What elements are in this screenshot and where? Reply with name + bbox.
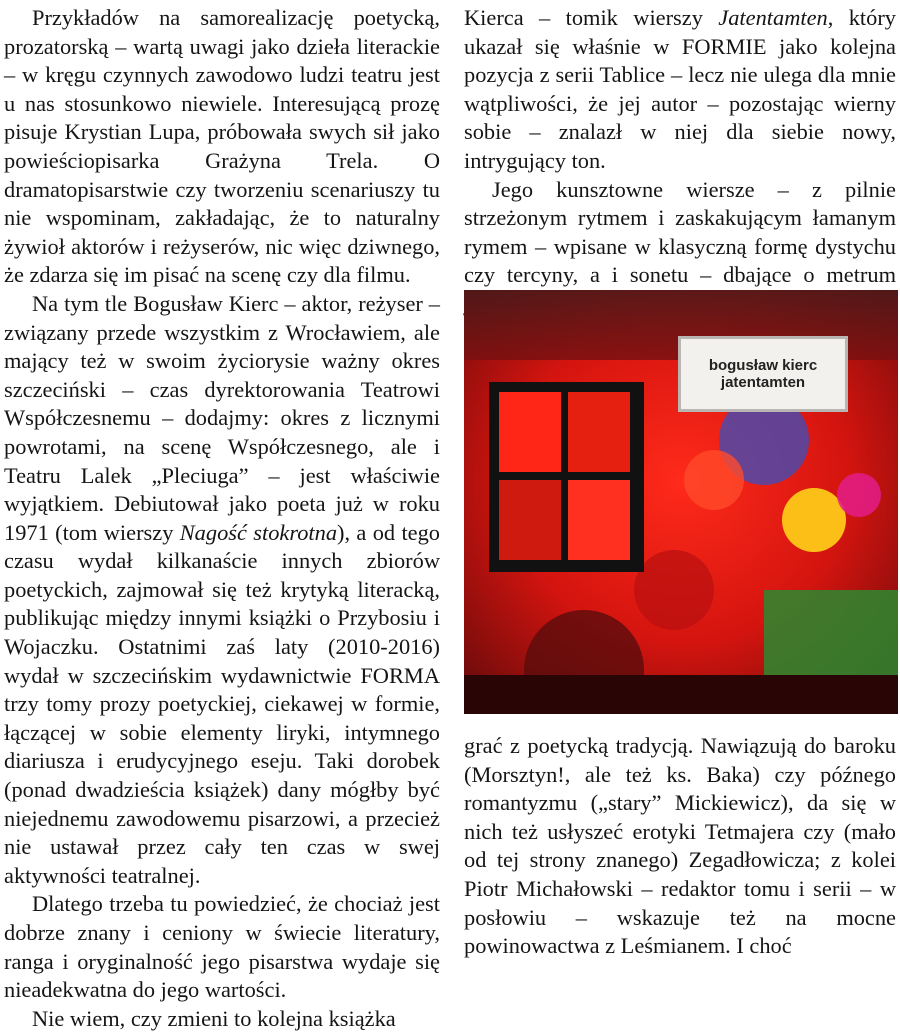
debut-book-title: Nagość stokrotna xyxy=(179,519,338,545)
continuation-part-1: Kierca – tomik wierszy xyxy=(464,5,719,30)
paragraph-continuation xyxy=(464,4,896,176)
cover-label xyxy=(678,336,848,412)
text-below-cover xyxy=(464,732,896,961)
book-title-italic: Jatentamten xyxy=(718,5,828,30)
paragraph-rank: Dlatego trzeba tu powiedzieć, że chociaż jest dobrze znany i ceniony w świecie literatury, ranga i oryginalność jego pisarstwa wydaje się nieadekwatna do jego wartości. xyxy=(4,891,440,1003)
paragraph-kierc-bio xyxy=(4,290,440,890)
paragraph-tradition: grać z poetycką tradycją. Nawiązują do baroku (Morsztyn!, ale też ks. Baka) czy późnego romantyzmu („stary” Mickiewicz), da się w nich też usłyszeć erotyki Tetmajera czy (mało od tej strony znanego) Zegadłowicza; z kolei Piotr Michałowski – redaktor tomu i serii – w posłowiu – wskazuje też na mocne powinowactwa z Leśmianem. I choć xyxy=(464,733,896,959)
paragraph-verse-form: Jego kunsztowne wiersze – z pilnie strzeżonym rytmem i zaskakującym łamanym rymem – wpisane w klasyczną formę dystychu czy tercyny, a i sonetu – dbające o metrum xyxy=(464,176,896,288)
book-cover-image xyxy=(464,290,898,714)
paragraph-intro: Przykładów na samorealizację poetycką, prozatorską – wartą uwagi jako dzieła literackie – w kręgu czynnych zawodowo ludzi teatru jest u nas stosunkowo niewiele. Interesującą prozę pisuje Krystian Lupa, próbowała swych sił jako powieściopisarka Grażyna Trela. O dramatopisarstwie czy tworzeniu scenariuszy tu nie wspominam, zakładając, że to naturalny żywioł aktorów i reżyserów, nic więc dziwnego, że zdarza się im pisać na scenę czy dla filmu. xyxy=(4,5,440,288)
bio-text-part-2: ), a od tego czasu wydał kilkanaście innych zbiorów poetyckich, zajmował się też krytyką literacką, publikując między innymi książki o Przybosiu i Wojaczku. Ostatnimi zaś laty (2010-2016) wydał w szczecińskim wydawnictwie FORMA trzy tomy prozy poetyckiej, ciekawej w formie, łączącej w sobie elementy liryki, intymnego diariusza i erudycyjnego eseju. Taki dorobek (ponad dwadzieścia książek) dany mógłby być niejednemu zawodowemu pisarzowi, a przecież nie ustawał przez cały ten czas w swej aktywności teatralnej. xyxy=(4,519,440,888)
bio-text-part-1: Na tym tle Bogusław Kierc – aktor, reżyser – związany przede wszystkim z Wrocławiem, ale mający też w swoim życiorysie ważny okres szczeciński – czas dyrektorowania Teatrowi Współczesnemu – dodajmy: okres z licznymi powrotami, na scenę Współczesnego, ale i Teatru Lalek „Pleciuga” – jest właściwie wyjątkiem. Debiutował jako poeta już w roku 1971 (tom wierszy xyxy=(4,290,440,545)
paragraph-new-book: Nie wiem, czy zmieni to kolejna książka xyxy=(32,1005,396,1031)
article-left-column xyxy=(4,4,440,1033)
cover-title: jatentamten xyxy=(720,374,806,391)
cover-author: bogusław kierc xyxy=(708,357,818,374)
continuation-part-2: , który ukazał się właśnie w FORMIE jako kolejna pozycja z serii Tablice – lecz nie ulega dla mnie wątpliwości, że jej autor – pozostając wierny sobie – znalazł w niej dla siebie nowy, intrygujący ton. xyxy=(464,5,896,173)
